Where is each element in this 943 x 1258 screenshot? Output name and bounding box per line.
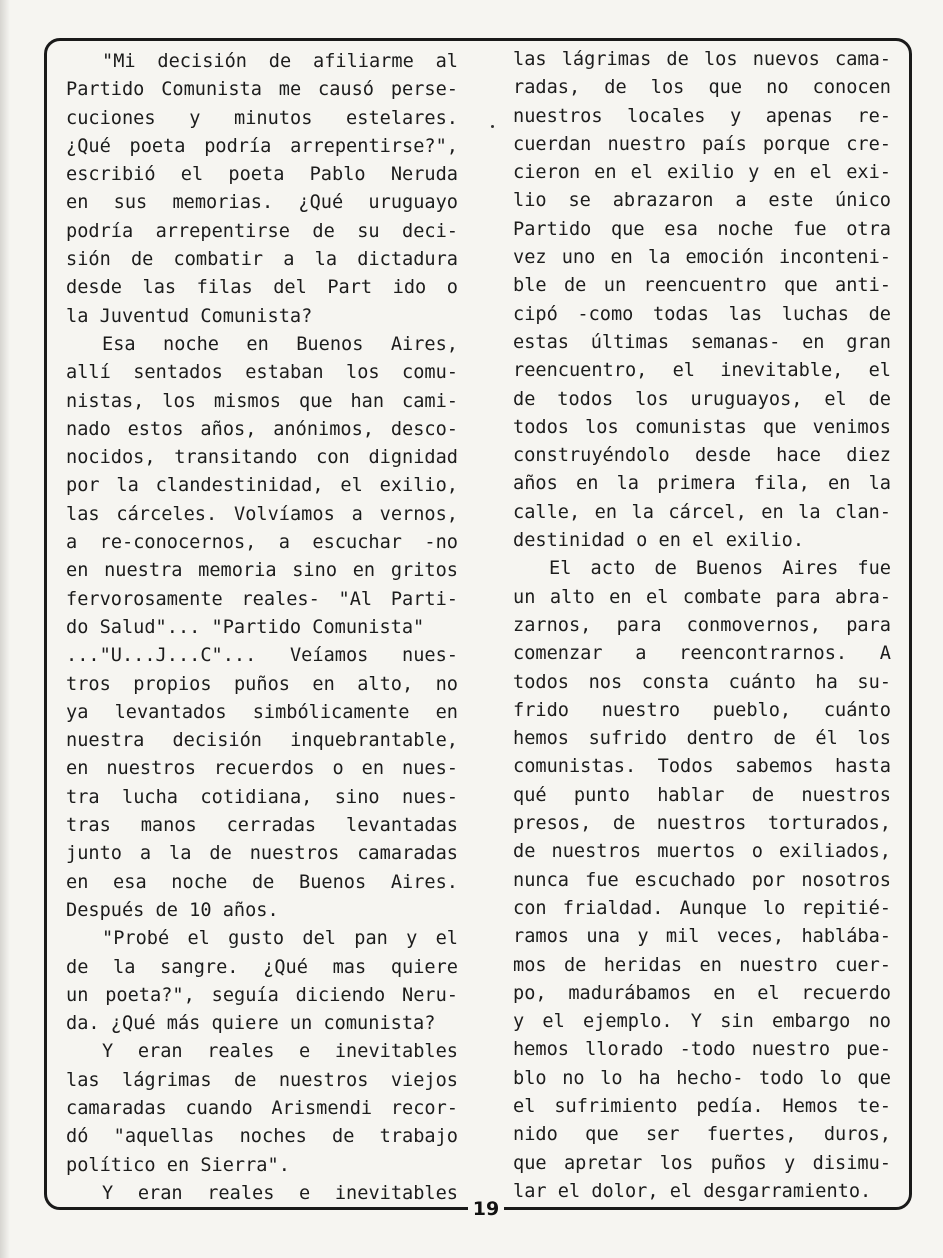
text-line: radas, de los que no conocen: [513, 77, 891, 99]
text-line: Y eran reales e inevitables: [102, 1182, 458, 1204]
text-line: el sufrimiento pedía. Hemos te-: [513, 1095, 891, 1117]
text-line: qué punto hablar de nuestros: [513, 784, 891, 806]
text-line: junto a la de nuestros camaradas: [66, 843, 458, 865]
text-line: nocidos, transitando con dignidad: [66, 447, 458, 469]
text-line: con frialdad. Aunque lo repitié-: [513, 897, 891, 919]
text-line: Esa noche en Buenos Aires,: [102, 333, 458, 355]
text-line: de todos los uruguayos, el de: [513, 388, 891, 410]
left-text-column: [66, 48, 458, 1208]
text-line: zarnos, para conmovernos, para: [513, 614, 891, 636]
text-line: vez uno en la emoción inconteni-: [513, 247, 891, 269]
ink-speck: [491, 125, 494, 128]
text-line: político en Sierra".: [66, 1154, 290, 1176]
text-line: un alto en el combate para abra-: [513, 586, 891, 608]
text-line: "Mi decisión de afiliarme al: [102, 51, 458, 72]
text-line: ya levantados simbólicamente en: [66, 701, 458, 723]
text-line: las cárceles. Volvíamos a vernos,: [66, 503, 458, 525]
text-line: allí sentados estaban los comu-: [66, 362, 458, 384]
text-line: un poeta?", seguía diciendo Neru-: [66, 984, 458, 1006]
text-line: dó "aquellas noches de trabajo: [66, 1126, 458, 1148]
text-line: Y eran reales e inevitables: [102, 1041, 458, 1063]
text-line: lar el dolor, el desgarramiento.: [513, 1180, 872, 1202]
text-line: por la clandestinidad, el exilio,: [66, 475, 458, 497]
text-line: do Salud"... "Partido Comunista": [66, 616, 425, 638]
text-line: mos de heridas en nuestro cuer-: [513, 954, 891, 976]
text-line: a re-conocernos, a escuchar -no: [66, 532, 458, 554]
text-line: ..."U...J...C"... Veíamos nues-: [66, 645, 458, 667]
text-line: cuerdan nuestro país porque cre-: [513, 133, 891, 155]
text-line: blo no lo ha hecho- todo lo que: [513, 1067, 891, 1089]
text-line: cipó -como todas las luchas de: [513, 303, 891, 325]
text-line: nado estos años, anónimos, desco-: [66, 418, 458, 440]
text-line: estas últimas semanas- en gran: [513, 331, 891, 353]
page-number-box: [468, 1196, 504, 1222]
text-line: en nuestros recuerdos o en nues-: [66, 758, 458, 780]
text-line: que apretar los puños y disimu-: [513, 1152, 891, 1174]
text-line: nuestros locales y apenas re-: [513, 105, 891, 127]
text-line: tros propios puños en alto, no: [66, 673, 458, 695]
right-text-column: [513, 46, 891, 1206]
text-line: ramos una y mil veces, hablába-: [513, 926, 891, 948]
text-line: hemos llorado -todo nuestro pue-: [513, 1039, 891, 1061]
text-line: cuciones y minutos estelares.: [66, 107, 458, 129]
page-edge-shadow: [0, 0, 10, 1258]
text-line: presos, de nuestros torturados,: [513, 813, 891, 835]
text-line: nuestra decisión inquebrantable,: [66, 730, 458, 752]
text-line: las lágrimas de nuestros viejos: [66, 1069, 458, 1091]
text-line: ble de un reencuentro que anti-: [513, 275, 891, 297]
text-line: tra lucha cotidiana, sino nues-: [66, 786, 458, 808]
text-line: en nuestra memoria sino en gritos: [66, 560, 458, 582]
text-line: años en la primera fila, en la: [513, 473, 891, 495]
text-line: comenzar a reencontrarnos. A: [513, 643, 891, 665]
text-line: Después de 10 años.: [66, 899, 279, 921]
text-line: todos nos consta cuánto ha su-: [513, 671, 891, 693]
text-line: po, madurábamos en el recuerdo: [513, 982, 891, 1004]
text-line: Partido que esa noche fue otra: [513, 218, 891, 240]
text-line: nido que ser fuertes, duros,: [513, 1124, 891, 1146]
page-number: 19: [472, 1198, 500, 1220]
text-line: Partido Comunista me causó perse-: [66, 79, 458, 101]
text-line: destinidad o en el exilio.: [513, 530, 805, 552]
text-line: de nuestros muertos o exiliados,: [513, 841, 891, 863]
text-line: comunistas. Todos sabemos hasta: [513, 756, 891, 778]
text-line: todos los comunistas que venimos: [513, 416, 891, 438]
text-line: El acto de Buenos Aires fue: [549, 558, 891, 580]
text-line: fervorosamente reales- "Al Parti-: [66, 588, 458, 610]
text-line: frido nuestro pueblo, cuánto: [513, 699, 891, 721]
text-line: cieron en el exilio y en el exi-: [513, 162, 891, 184]
text-line: da. ¿Qué más quiere un comunista?: [66, 1013, 436, 1035]
text-line: y el ejemplo. Y sin embargo no: [513, 1011, 891, 1033]
text-line: escribió el poeta Pablo Neruda: [66, 164, 458, 186]
text-line: lio se abrazaron a este único: [513, 190, 891, 212]
text-line: reencuentro, el inevitable, el: [513, 360, 891, 382]
text-line: en esa noche de Buenos Aires.: [66, 871, 458, 893]
text-line: construyéndolo desde hace diez: [513, 445, 891, 467]
text-line: hemos sufrido dentro de él los: [513, 728, 891, 750]
text-line: la Juventud Comunista?: [66, 305, 313, 327]
text-line: camaradas cuando Arismendi recor-: [66, 1097, 458, 1119]
text-line: podría arrepentirse de su deci-: [66, 220, 458, 242]
text-line: de la sangre. ¿Qué mas quiere: [66, 956, 458, 978]
text-line: en sus memorias. ¿Qué uruguayo: [66, 192, 458, 214]
text-line: las lágrimas de los nuevos cama-: [513, 49, 891, 70]
text-line: nistas, los mismos que han cami-: [66, 390, 458, 412]
text-line: ¿Qué poeta podría arrepentirse?",: [66, 135, 458, 157]
text-line: calle, en la cárcel, en la clan-: [513, 501, 891, 523]
text-line: tras manos cerradas levantadas: [66, 815, 458, 837]
text-line: sión de combatir a la dictadura: [66, 249, 458, 271]
text-line: desde las filas del Part ido o: [66, 277, 458, 299]
text-line: "Probé el gusto del pan y el: [102, 928, 458, 950]
text-line: nunca fue escuchado por nosotros: [513, 869, 891, 891]
